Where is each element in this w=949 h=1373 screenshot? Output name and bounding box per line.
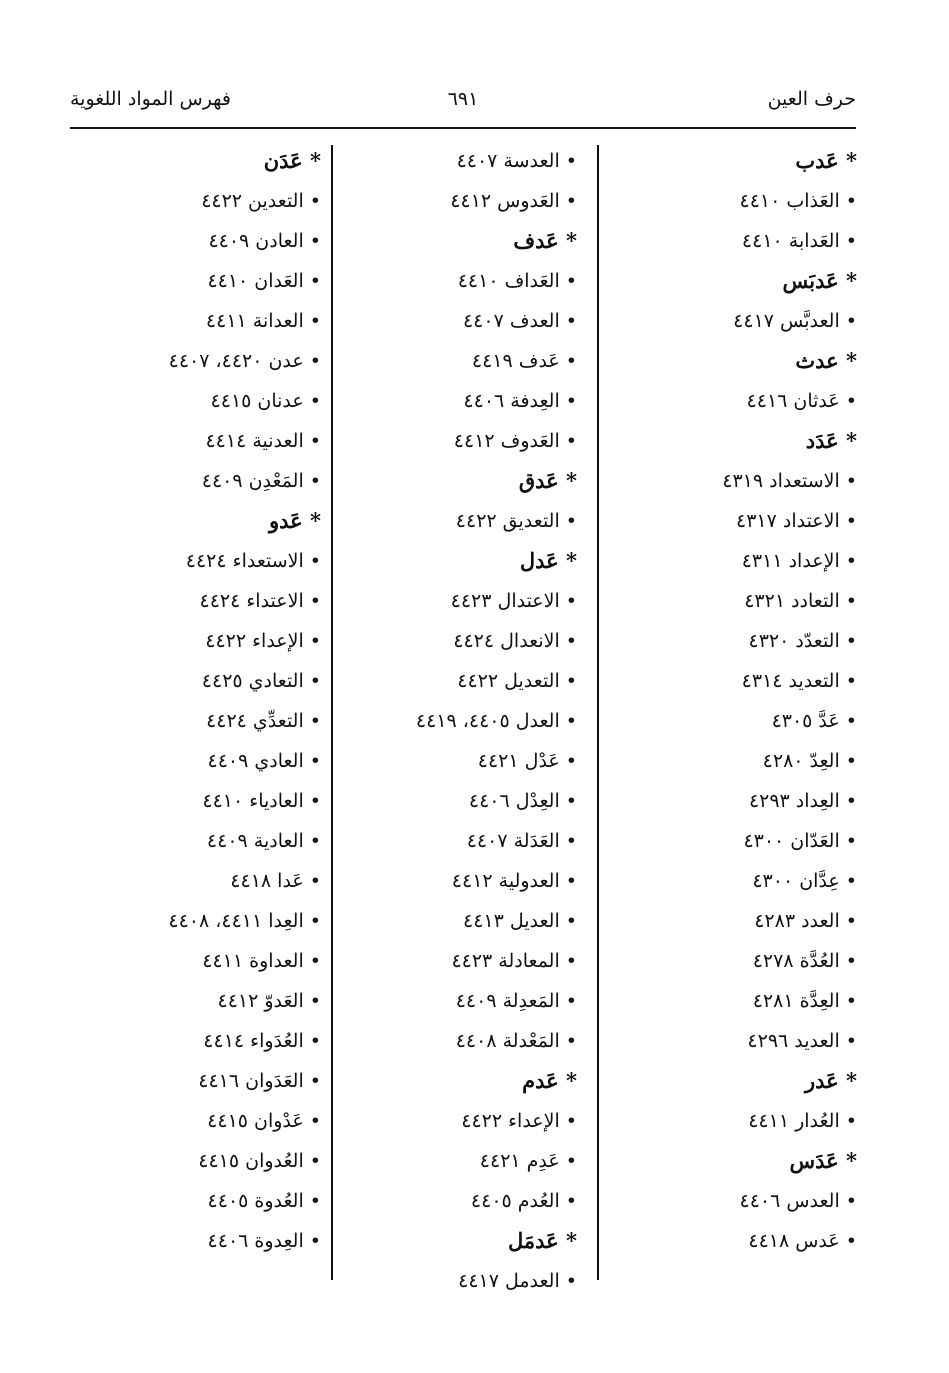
index-entry: • العدل ٤٤٠٥، ٤٤١٩ (415, 710, 577, 732)
index-entry: • الاعتداء ٤٤٢٤ (199, 590, 321, 612)
index-entry: • العادية ٤٤٠٩ (206, 830, 321, 852)
index-entry: • عَدف ٤٤١٩ (471, 350, 577, 372)
root-heading: * عَدر (805, 1068, 857, 1093)
index-entry: • العَدَلة ٤٤٠٧ (466, 830, 577, 852)
index-entry: • العَدوّ ٤٤١٢ (217, 990, 321, 1012)
index-title: فهرس المواد اللغوية (70, 88, 232, 110)
index-entry: • الاعتداد ٤٣١٧ (735, 510, 857, 532)
index-entry: • الإعداء ٤٤٢٢ (205, 630, 321, 652)
index-entry: • عدن ٤٤٢٠، ٤٤٠٧ (168, 350, 321, 372)
page-header (70, 88, 856, 126)
index-entry: • العِدّ ٤٢٨٠ (762, 750, 857, 772)
index-entry: • العَدوف ٤٤١٢ (453, 430, 577, 452)
header-rule (70, 127, 856, 129)
index-entry: • العُدوان ٤٤١٥ (198, 1150, 321, 1172)
page-number: ٦٩١ (447, 88, 479, 110)
index-entry: • العَدان ٤٤١٠ (207, 270, 321, 292)
index-entry: • الانعدال ٤٤٢٤ (453, 630, 577, 652)
index-entry: • عدنان ٤٤١٥ (210, 390, 321, 412)
index-entry: • العدانة ٤٤١١ (205, 310, 321, 332)
root-heading: * عَدَس (789, 1148, 857, 1173)
index-entry: • العدبَّس ٤٤١٧ (733, 310, 857, 332)
index-entry: • الاعتدال ٤٤٢٣ (450, 590, 577, 612)
index-entry: • العَدابة ٤٤١٠ (741, 230, 857, 252)
column-divider-left (331, 145, 333, 1280)
index-entry: • العَداف ٤٤١٠ (457, 270, 577, 292)
index-entry: • التعديق ٤٤٢٢ (455, 510, 577, 532)
index-entry: • الإعداد ٤٣١١ (741, 550, 857, 572)
index-entry: • العدس ٤٤٠٦ (739, 1190, 857, 1212)
index-entry: • العدمل ٤٤١٧ (458, 1270, 577, 1292)
index-entry: • العُدم ٤٤٠٥ (470, 1190, 577, 1212)
index-entry: • العدسة ٤٤٠٧ (456, 150, 577, 172)
index-entry: • التعادد ٤٣٢١ (744, 590, 857, 612)
index-entry: • العادياء ٤٤١٠ (202, 790, 321, 812)
root-heading: * عَدَد (805, 428, 857, 453)
index-entry: • العُدَواء ٤٤١٤ (203, 1030, 321, 1052)
index-entry: • العِدا ٤٤١١، ٤٤٠٨ (168, 910, 321, 932)
index-entry: • التعادي ٤٤٢٥ (201, 670, 321, 692)
index-entry: • العديد ٤٢٩٦ (747, 1030, 857, 1052)
index-entry: • عَدثان ٤٤١٦ (746, 390, 857, 412)
index-entry: • العُدَّة ٤٢٧٨ (752, 950, 857, 972)
index-entry: • الاستعداء ٤٤٢٤ (185, 550, 321, 572)
index-entry: • عَدا ٤٤١٨ (230, 870, 321, 892)
root-heading: * عَدف (513, 228, 577, 253)
index-entry: • العَدَوان ٤٤١٦ (198, 1070, 321, 1092)
root-heading: * عدث (795, 348, 857, 373)
index-entry: • عِدَّان ٤٣٠٠ (752, 870, 857, 892)
root-heading: * عَدم (522, 1068, 577, 1093)
index-entry: • العُدوة ٤٤٠٥ (207, 1190, 321, 1212)
index-entry: • التعديد ٤٣١٤ (741, 670, 857, 692)
index-entry: • العَذاب ٤٤١٠ (739, 190, 857, 212)
index-entry: • التعديل ٤٤٢٢ (457, 670, 577, 692)
index-entry: • العداوة ٤٤١١ (202, 950, 321, 972)
index-entry: • التعدين ٤٤٢٢ (201, 190, 321, 212)
index-entry: • الإعداء ٤٤٢٢ (461, 1110, 577, 1132)
index-column-right (607, 145, 857, 1265)
root-heading: * عَدبَس (782, 268, 857, 293)
column-divider-right (597, 145, 599, 1280)
index-entry: • العِدوة ٤٤٠٦ (207, 1230, 321, 1252)
index-entry: • عَدْل ٤٤٢١ (477, 750, 577, 772)
root-heading: * عَدو (269, 508, 321, 533)
index-entry: • العِداد ٤٢٩٣ (748, 790, 857, 812)
root-heading: * عَدق (518, 468, 577, 493)
index-entry: • العِدَّة ٤٢٨١ (752, 990, 857, 1012)
index-entry: • العادن ٤٤٠٩ (208, 230, 321, 252)
index-column-left (11, 145, 321, 1265)
root-heading: * عَدَن (263, 148, 321, 173)
index-entry: • العدولية ٤٤١٢ (451, 870, 577, 892)
index-entry: • المَعْدِن ٤٤٠٩ (201, 470, 321, 492)
root-heading: * عَدمَل (508, 1228, 577, 1253)
index-entry: • العِدْل ٤٤٠٦ (468, 790, 577, 812)
index-entry: • التعدِّي ٤٤٢٤ (206, 710, 321, 732)
index-entry: • المَعدِلة ٤٤٠٩ (455, 990, 577, 1012)
index-column-middle (367, 145, 577, 1305)
index-entry: • المعادلة ٤٤٢٣ (451, 950, 577, 972)
index-entry: • العَدوس ٤٤١٢ (450, 190, 577, 212)
index-entry: • العدد ٤٢٨٣ (754, 910, 857, 932)
index-entry: • العادي ٤٤٠٩ (207, 750, 321, 772)
index-entry: • العُدار ٤٤١١ (748, 1110, 857, 1132)
index-entry: • عَدْوان ٤٤١٥ (207, 1110, 321, 1132)
index-entry: • عَدِم ٤٤٢١ (479, 1150, 577, 1172)
index-entry: • المَعْدلة ٤٤٠٨ (455, 1030, 577, 1052)
index-entry: • الاستعداد ٤٣١٩ (722, 470, 857, 492)
index-entry: • عَدس ٤٤١٨ (748, 1230, 857, 1252)
index-entry: • العِدفة ٤٤٠٦ (463, 390, 577, 412)
index-entry: • عَدَّ ٤٣٠٥ (771, 710, 857, 732)
root-heading: * عَدل (519, 548, 577, 573)
index-entry: • العَدّان ٤٣٠٠ (743, 830, 857, 852)
index-entry: • العدف ٤٤٠٧ (462, 310, 577, 332)
index-entry: • العدنية ٤٤١٤ (205, 430, 321, 452)
index-entry: • التعدّد ٤٣٢٠ (748, 630, 857, 652)
chapter-title: حرف العين (767, 88, 856, 110)
index-entry: • العديل ٤٤١٣ (463, 910, 577, 932)
root-heading: * عَدب (795, 148, 857, 173)
